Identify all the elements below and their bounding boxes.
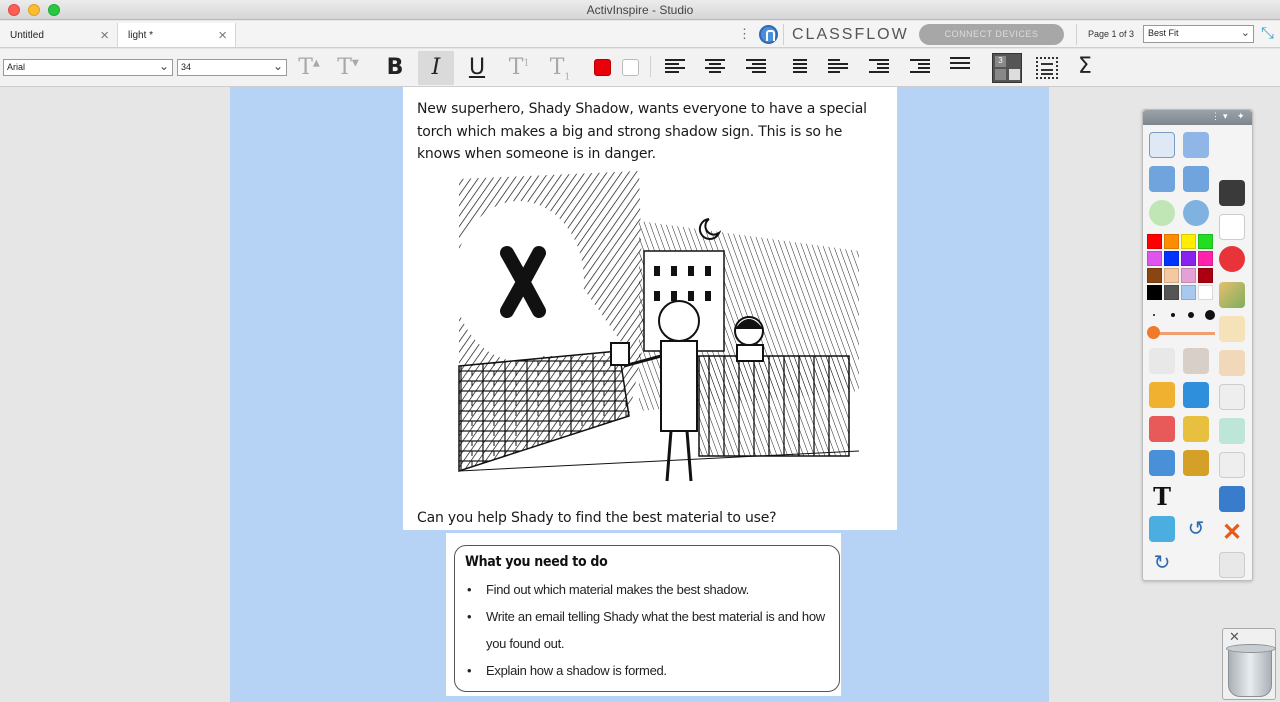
task-item: • Write an email telling Shady what the best material is and how you found out. bbox=[465, 603, 829, 657]
redo-icon[interactable]: ↻ bbox=[1153, 552, 1171, 574]
underline-button[interactable]: U bbox=[468, 55, 486, 80]
fullscreen-icon[interactable]: ⤡ bbox=[1261, 25, 1274, 42]
camera-icon[interactable] bbox=[1219, 282, 1245, 308]
task-item: • Find out which material makes the best shadow. bbox=[465, 576, 829, 603]
select-icon[interactable] bbox=[1149, 348, 1175, 374]
zoom-value: Best Fit bbox=[1148, 28, 1179, 38]
color-swatch[interactable] bbox=[1181, 234, 1196, 249]
play-icon[interactable] bbox=[1149, 200, 1175, 226]
pin-icon[interactable]: ✦ bbox=[1237, 111, 1245, 121]
pen-icon[interactable] bbox=[1149, 382, 1175, 408]
color-swatch[interactable] bbox=[1147, 285, 1162, 300]
slider-handle[interactable] bbox=[1147, 326, 1160, 339]
pen-width-slider[interactable] bbox=[1151, 332, 1215, 335]
close-icon[interactable]: ✕ bbox=[1229, 629, 1240, 644]
clear-icon[interactable] bbox=[1149, 516, 1175, 542]
trash-panel[interactable] bbox=[1222, 628, 1276, 700]
main-toolbox[interactable] bbox=[1142, 109, 1253, 581]
pen-width-presets[interactable] bbox=[1153, 310, 1215, 320]
browser-icon[interactable] bbox=[1183, 132, 1209, 158]
text-format-toolbar bbox=[0, 49, 1280, 87]
previous-page-icon[interactable] bbox=[1149, 166, 1175, 192]
indent-icon[interactable] bbox=[869, 59, 889, 75]
toolbox-header[interactable] bbox=[1143, 110, 1252, 125]
main-menu-icon[interactable] bbox=[1149, 132, 1175, 158]
color-swatch[interactable] bbox=[1198, 234, 1213, 249]
zoom-select[interactable] bbox=[1143, 25, 1254, 43]
task-card[interactable] bbox=[454, 545, 840, 692]
classflow-brand: CLASSFLOW bbox=[792, 26, 909, 43]
clipboard-icon[interactable] bbox=[1219, 552, 1245, 578]
color-swatch[interactable] bbox=[1147, 268, 1162, 283]
equation-editor-icon[interactable]: Σ bbox=[1078, 54, 1092, 79]
color-swatch[interactable] bbox=[1198, 268, 1213, 283]
color-swatch[interactable] bbox=[1181, 251, 1196, 266]
divider bbox=[650, 56, 651, 77]
bold-button[interactable]: B bbox=[386, 55, 404, 80]
resource-library-icon[interactable] bbox=[1183, 450, 1209, 476]
font-family-value: Arial bbox=[7, 62, 26, 72]
font-size-select[interactable] bbox=[177, 59, 287, 76]
increase-font-size-icon[interactable]: T▲ bbox=[298, 55, 320, 80]
annotate-desktop-icon[interactable] bbox=[1219, 316, 1245, 342]
close-tab-icon[interactable]: × bbox=[218, 27, 227, 44]
color-swatch[interactable] bbox=[1198, 251, 1213, 266]
color-swatch[interactable] bbox=[1164, 251, 1179, 266]
tab-label: Untitled bbox=[10, 30, 44, 41]
superscript-icon[interactable]: $T^1$ bbox=[508, 55, 530, 80]
font-family-select[interactable] bbox=[3, 59, 173, 76]
copy-page-icon[interactable] bbox=[1219, 452, 1245, 478]
more-options-icon[interactable]: ⋮ bbox=[1211, 111, 1220, 121]
eraser-icon[interactable] bbox=[1149, 416, 1175, 442]
tools-icon[interactable] bbox=[1183, 348, 1209, 374]
delete-icon[interactable]: ✕ bbox=[1221, 519, 1243, 546]
flipchart-canvas[interactable] bbox=[230, 87, 1049, 702]
undo-icon[interactable]: ↺ bbox=[1187, 518, 1205, 540]
shady-shadow-illustration[interactable] bbox=[439, 171, 859, 497]
web-browser-icon[interactable] bbox=[1183, 200, 1209, 226]
paragraph-spacing-icon[interactable] bbox=[828, 59, 848, 75]
tab-light[interactable] bbox=[118, 23, 236, 47]
divider bbox=[1076, 24, 1077, 45]
question-text[interactable]: Can you help Shady to find the best material to use? bbox=[417, 510, 777, 526]
close-tab-icon[interactable]: × bbox=[100, 27, 109, 44]
select-all-text-icon[interactable] bbox=[1036, 57, 1058, 79]
font-color-swatch[interactable] bbox=[594, 59, 611, 76]
close-flipchart-icon[interactable] bbox=[1219, 246, 1245, 272]
tab-bar bbox=[0, 21, 1280, 48]
align-left-icon[interactable] bbox=[665, 59, 685, 75]
chevron-down-icon: ⌄ bbox=[272, 59, 283, 73]
highlight-color-swatch[interactable] bbox=[622, 59, 639, 76]
color-swatch[interactable] bbox=[1164, 285, 1179, 300]
fill-icon[interactable] bbox=[1183, 416, 1209, 442]
outdent-icon[interactable] bbox=[910, 59, 930, 75]
line-spacing-icon[interactable] bbox=[787, 59, 807, 75]
italic-button[interactable]: I bbox=[418, 51, 454, 85]
intro-text[interactable]: New superhero, Shady Shadow, wants everyone to have a special torch which makes a big and strong shadow sign. This is so he knows when someone is in danger. bbox=[417, 101, 867, 162]
highlighter-icon[interactable] bbox=[1183, 382, 1209, 408]
magic-ink-icon[interactable] bbox=[1219, 418, 1245, 444]
color-swatch[interactable] bbox=[1164, 234, 1179, 249]
tab-untitled[interactable] bbox=[0, 23, 118, 47]
chevron-down-icon: ⌄ bbox=[158, 59, 169, 73]
save-icon[interactable] bbox=[1219, 180, 1245, 206]
decrease-font-size-icon[interactable]: T▼ bbox=[337, 55, 359, 80]
color-swatch[interactable] bbox=[1181, 285, 1196, 300]
chevron-down-icon: ⌄ bbox=[1240, 27, 1250, 39]
color-swatch[interactable] bbox=[1164, 268, 1179, 283]
connect-devices-button[interactable]: CONNECT DEVICES bbox=[919, 24, 1064, 45]
align-center-icon[interactable] bbox=[705, 59, 725, 75]
more-options-icon[interactable]: ⋮ bbox=[738, 26, 751, 41]
color-swatch[interactable] bbox=[1181, 268, 1196, 283]
flipchart-page bbox=[403, 87, 897, 530]
next-page-icon[interactable] bbox=[1183, 166, 1209, 192]
bullet-list-icon[interactable] bbox=[950, 57, 970, 73]
classflow-logo-icon bbox=[759, 25, 778, 44]
export-icon[interactable] bbox=[1219, 350, 1245, 376]
chevron-down-icon[interactable]: ▾ bbox=[1223, 111, 1228, 121]
page-notes-icon[interactable] bbox=[1219, 384, 1245, 410]
color-palette[interactable] bbox=[1147, 234, 1215, 302]
text-tool-icon[interactable]: T bbox=[1153, 482, 1171, 511]
window-title-bar bbox=[0, 0, 1280, 20]
color-swatch[interactable] bbox=[1147, 234, 1162, 249]
color-swatch[interactable] bbox=[1147, 251, 1162, 266]
task-list bbox=[465, 576, 829, 684]
fraction-icon[interactable]: 3 bbox=[992, 53, 1022, 83]
subscript-icon[interactable]: $T_1$ bbox=[549, 55, 571, 83]
task-card-background bbox=[446, 533, 841, 696]
tab-label: light * bbox=[128, 30, 154, 41]
page-indicator: Page 1 of 3 bbox=[1088, 29, 1135, 39]
align-right-icon[interactable] bbox=[746, 59, 766, 75]
connector-icon[interactable] bbox=[1149, 450, 1175, 476]
new-page-icon[interactable] bbox=[1219, 214, 1245, 240]
paste-icon[interactable] bbox=[1219, 486, 1245, 512]
window-title: ActivInspire - Studio bbox=[586, 3, 694, 17]
color-swatch[interactable] bbox=[1198, 285, 1213, 300]
task-title: What you need to do bbox=[465, 554, 608, 570]
divider bbox=[783, 24, 784, 45]
trash-can-icon[interactable] bbox=[1228, 647, 1272, 697]
task-item: • Explain how a shadow is formed. bbox=[465, 657, 829, 684]
font-size-value: 34 bbox=[181, 62, 192, 72]
